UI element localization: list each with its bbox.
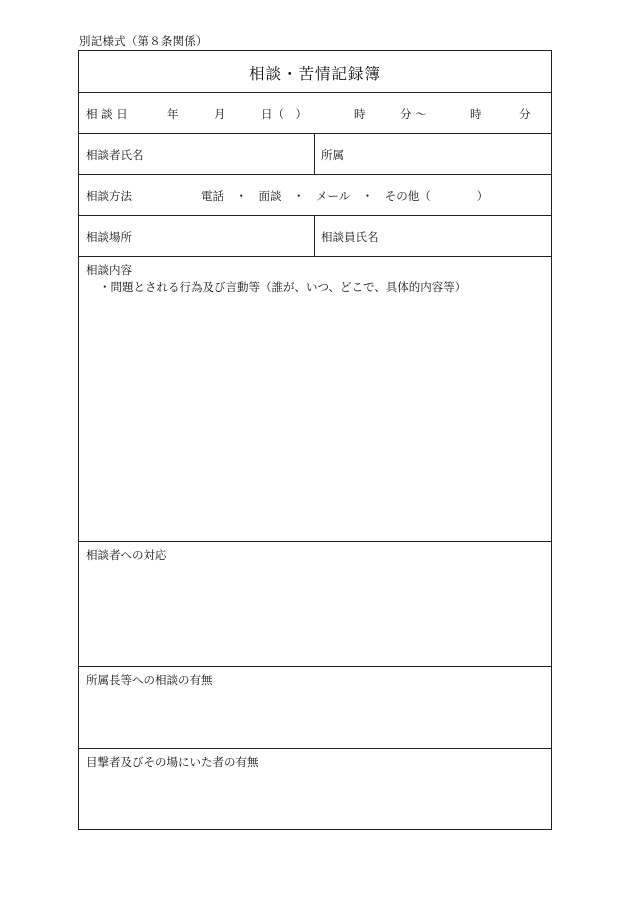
day-unit: 日（ ）	[261, 107, 307, 121]
method-options: 電話 ・ 面談 ・ メール ・ その他（ ）	[201, 189, 489, 203]
minute-from-unit: 分 ～	[400, 107, 427, 121]
place-row	[79, 216, 551, 257]
date-label: 相 談 日	[86, 107, 128, 121]
year-unit: 年	[167, 107, 179, 121]
response-section[interactable]	[79, 542, 551, 667]
form-title: 相談・苦情記録簿	[248, 65, 381, 83]
minute-to-unit: 分	[519, 107, 531, 121]
consultation-record-form	[78, 50, 552, 830]
content-label: 相談内容	[86, 263, 132, 277]
hour-from-unit: 時	[354, 107, 366, 121]
consulter-name-label: 相談者氏名	[86, 148, 144, 162]
hour-to-unit: 時	[470, 107, 482, 121]
manager-consultation-section[interactable]	[79, 667, 551, 749]
method-label: 相談方法	[86, 189, 132, 203]
affiliation-label: 所属	[321, 148, 344, 162]
form-reference: 別記様式（第８条関係）	[79, 34, 208, 48]
content-section[interactable]	[79, 257, 551, 542]
method-row[interactable]	[79, 175, 551, 216]
response-label: 相談者への対応	[86, 548, 167, 562]
content-guideline: ・問題とされる行為及び言動等（誰が、いつ、どこで、具体的内容等）	[99, 280, 467, 294]
month-unit: 月	[214, 107, 226, 121]
column-divider	[314, 216, 315, 256]
date-row[interactable]	[79, 93, 551, 134]
title-row	[79, 51, 551, 93]
place-label: 相談場所	[86, 230, 132, 244]
consulter-row	[79, 134, 551, 175]
column-divider	[314, 134, 315, 174]
counselor-name-label: 相談員氏名	[321, 230, 379, 244]
witness-label: 目撃者及びその場にいた者の有無	[86, 755, 259, 769]
manager-consultation-label: 所属長等への相談の有無	[86, 673, 213, 687]
witness-section[interactable]	[79, 749, 551, 829]
